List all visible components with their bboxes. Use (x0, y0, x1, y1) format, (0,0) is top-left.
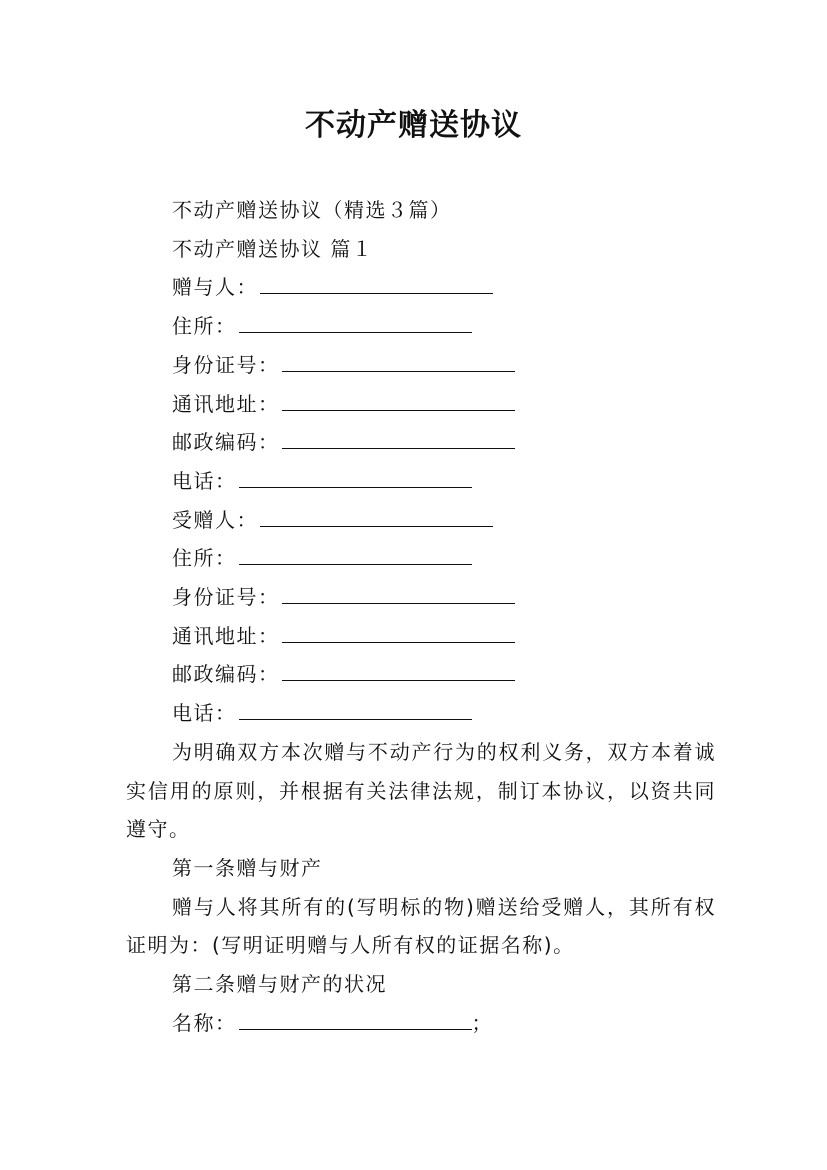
blank-line (260, 504, 493, 527)
donee-postcode-field (126, 655, 716, 694)
field-label: 通讯地址： (172, 623, 280, 648)
donee-address-field (126, 539, 716, 578)
field-label: 名称： (172, 1010, 237, 1035)
blank-line (239, 542, 472, 565)
blank-line (282, 426, 515, 449)
section-heading: 不动产赠送协议 篇１ (172, 236, 374, 261)
field-label: 受赠人： (172, 507, 258, 532)
blank-line (239, 310, 472, 333)
field-suffix: ； (471, 1010, 492, 1035)
blank-line (282, 388, 515, 411)
blank-line (282, 349, 515, 372)
blank-line (282, 581, 515, 604)
document-body (126, 191, 716, 1042)
donee-name-field (126, 501, 716, 540)
donor-postcode-field (126, 423, 716, 462)
donee-id-field (126, 578, 716, 617)
field-label: 住所： (172, 314, 237, 339)
blank-line (260, 271, 493, 294)
article2-heading: 第二条赠与财产的状况 (172, 972, 387, 997)
field-label: 住所： (172, 546, 237, 571)
field-label: 身份证号： (172, 352, 280, 377)
donee-phone-field (126, 694, 716, 733)
donee-mailing-address-field (126, 617, 716, 656)
document-title: 不动产赠送协议 (305, 108, 522, 143)
blank-line (239, 1007, 472, 1030)
donor-name-field (126, 268, 716, 307)
blank-line (239, 465, 472, 488)
donor-id-field (126, 346, 716, 385)
field-label: 电话： (172, 701, 237, 726)
field-label: 赠与人： (172, 275, 258, 300)
article1-paragraph: 赠与人将其所有的(写明标的物)赠送给受赠人，其所有权证明为：(写明证明赠与人所有权的证据名称)。 (126, 894, 716, 958)
article1-heading: 第一条赠与财产 (172, 855, 323, 880)
donor-address-field (126, 307, 716, 346)
article2-name-field (126, 1004, 716, 1043)
field-label: 邮政编码： (172, 430, 280, 455)
field-label: 身份证号： (172, 585, 280, 610)
blank-line (239, 697, 472, 720)
field-label: 电话： (172, 468, 237, 493)
field-label: 通讯地址： (172, 391, 280, 416)
field-label: 邮政编码： (172, 662, 280, 687)
donor-phone-field (126, 462, 716, 501)
preamble-paragraph: 为明确双方本次赠与不动产行为的权利义务，双方本着诚实信用的原则，并根据有关法律法规，制订本协议，以资共同遵守。 (126, 739, 716, 842)
donor-mailing-address-field (126, 385, 716, 424)
blank-line (282, 620, 515, 643)
blank-line (282, 658, 515, 681)
document-subtitle: 不动产赠送协议（精选３篇） (172, 198, 452, 222)
